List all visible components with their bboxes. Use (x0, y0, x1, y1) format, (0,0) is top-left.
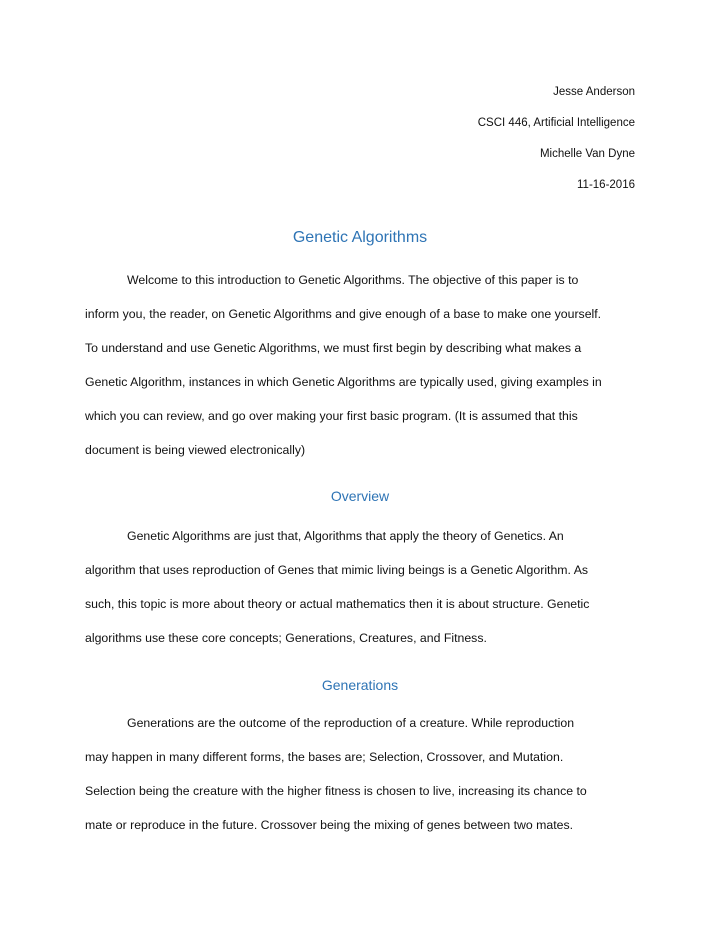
overview-heading: Overview (330, 488, 390, 504)
paragraph-line: Welcome to this introduction to Genetic Algorithms. The objective of this paper is to (127, 273, 579, 287)
intro-paragraph (85, 273, 645, 477)
course-name: CSCI 446, Artificial Intelligence (477, 117, 635, 129)
paragraph-line: may happen in many different forms, the bases are; Selection, Crossover, and Mutation. (85, 750, 564, 764)
generations-paragraph (85, 716, 645, 852)
author-name: Jesse Anderson (553, 86, 635, 98)
paragraph-line: document is being viewed electronically) (85, 443, 306, 457)
paragraph-line: Generations are the outcome of the reproduction of a creature. While reproduction (127, 716, 575, 730)
paragraph-line: such, this topic is more about theory or actual mathematics then it is about structure. Genetic (85, 597, 590, 611)
instructor-name: Michelle Van Dyne (539, 148, 635, 160)
overview-paragraph (85, 529, 645, 665)
paragraph-line: inform you, the reader, on Genetic Algorithms and give enough of a base to make one yourself. (85, 307, 602, 321)
paragraph-line: Selection being the creature with the higher fitness is chosen to live, increasing its chance to (85, 784, 587, 798)
paragraph-line: algorithm that uses reproduction of Genes that mimic living beings is a Genetic Algorithm. As (85, 563, 589, 577)
document-date: 11-16-2016 (577, 179, 635, 191)
paragraph-line: Genetic Algorithms are just that, Algorithms that apply the theory of Genetics. An (127, 529, 564, 543)
paragraph-line: algorithms use these core concepts; Generations, Creatures, and Fitness. (85, 631, 487, 645)
generations-heading: Generations (321, 677, 399, 693)
paragraph-line: To understand and use Genetic Algorithms, we must first begin by describing what makes a (85, 341, 582, 355)
paragraph-line: which you can review, and go over making your first basic program. (It is assumed that this (85, 409, 578, 423)
document-title: Genetic Algorithms (292, 229, 428, 246)
paragraph-line: mate or reproduce in the future. Crossover being the mixing of genes between two mates. (85, 818, 574, 832)
paragraph-line: Genetic Algorithm, instances in which Genetic Algorithms are typically used, giving examples in (85, 375, 602, 389)
document-header (478, 85, 635, 209)
